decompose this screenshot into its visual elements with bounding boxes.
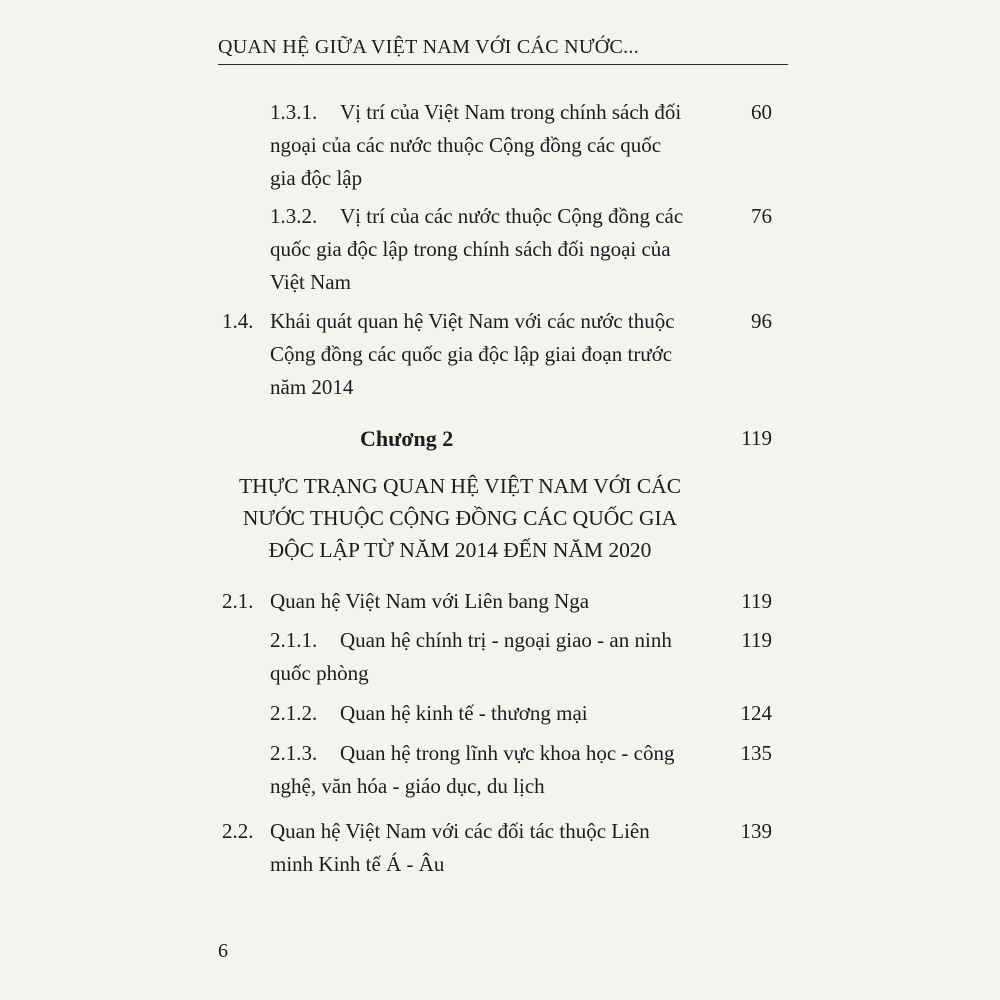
toc-entry-number: 1.3.1.: [270, 100, 318, 124]
toc-entry-page: 119: [741, 589, 772, 613]
toc-entry-1-3-1[interactable]: [270, 96, 730, 196]
toc-entry-page: 60: [751, 100, 772, 124]
toc-entry-page: 135: [740, 741, 772, 765]
toc-entry-number: 2.2.: [222, 819, 254, 843]
header-rule: [218, 64, 788, 65]
chapter-title-line2: NƯỚC THUỘC CỘNG ĐỒNG CÁC QUỐC GIA: [242, 506, 678, 530]
toc-entry-title-line1: Quan hệ chính trị - ngoại giao - an ninh: [340, 628, 672, 652]
toc-entry-title-line2: minh Kinh tế Á - Âu: [270, 852, 445, 876]
toc-entry-page: 76: [751, 204, 772, 228]
toc-entry-number: 1.3.2.: [270, 204, 318, 228]
toc-entry-title-line1: Quan hệ Việt Nam với các đối tác thuộc Liên: [270, 819, 650, 843]
toc-entry-2-1-1[interactable]: [270, 624, 730, 692]
toc-entry-2-1[interactable]: [222, 585, 732, 619]
toc-entry-title-line1: Vị trí của các nước thuộc Cộng đồng các: [340, 204, 684, 228]
toc-entry-page: 119: [741, 628, 772, 652]
toc-entry-number: 1.4.: [222, 309, 254, 333]
toc-entry-title-line2: Cộng đồng các quốc gia độc lập giai đoạn trước: [270, 342, 673, 366]
toc-entry-title-line1: Quan hệ trong lĩnh vực khoa học - công: [340, 741, 675, 765]
toc-entry-2-2[interactable]: [222, 815, 732, 883]
toc-entry-2-1-2[interactable]: [270, 697, 730, 731]
chapter-label[interactable]: Chương 2: [360, 426, 454, 451]
page-number: 6: [218, 940, 228, 962]
toc-entry-title-line3: gia độc lập: [270, 166, 363, 190]
toc-entry-number: 2.1.3.: [270, 741, 318, 765]
toc-entry-1-4[interactable]: [222, 305, 732, 405]
toc-entry-title-line2: nghệ, văn hóa - giáo dục, du lịch: [270, 774, 545, 798]
toc-entry-title-line1: Khái quát quan hệ Việt Nam với các nước thuộc: [270, 309, 675, 333]
toc-entry-number: 2.1.: [222, 589, 254, 613]
running-header: QUAN HỆ GIỮA VIỆT NAM VỚI CÁC NƯỚC...: [218, 36, 640, 58]
chapter-title: [200, 470, 720, 566]
toc-entry-title-line1: Vị trí của Việt Nam trong chính sách đối: [340, 100, 682, 124]
chapter-page: 119: [741, 426, 772, 450]
toc-entry-title-line1: Quan hệ kinh tế - thương mại: [340, 701, 588, 725]
toc-entry-page: 124: [740, 701, 772, 725]
toc-entry-title-line3: Việt Nam: [270, 270, 351, 294]
toc-entry-number: 2.1.2.: [270, 701, 318, 725]
toc-entry-2-1-3[interactable]: [270, 737, 730, 805]
toc-entry-1-3-2[interactable]: [270, 200, 730, 300]
chapter-title-line3: ĐỘC LẬP TỪ NĂM 2014 ĐẾN NĂM 2020: [268, 538, 652, 562]
toc-entry-number: 2.1.1.: [270, 628, 318, 652]
toc-entry-title-line2: quốc phòng: [270, 661, 369, 685]
toc-entry-title-line1: Quan hệ Việt Nam với Liên bang Nga: [270, 589, 590, 613]
toc-entry-page: 96: [751, 309, 772, 333]
chapter-title-line1: THỰC TRẠNG QUAN HỆ VIỆT NAM VỚI CÁC: [238, 474, 682, 498]
toc-entry-title-line3: năm 2014: [270, 375, 354, 399]
toc-entry-title-line2: ngoại của các nước thuộc Cộng đồng các quốc: [270, 133, 662, 157]
toc-entry-title-line2: quốc gia độc lập trong chính sách đối ngoại của: [270, 237, 671, 261]
toc-entry-page: 139: [740, 819, 772, 843]
